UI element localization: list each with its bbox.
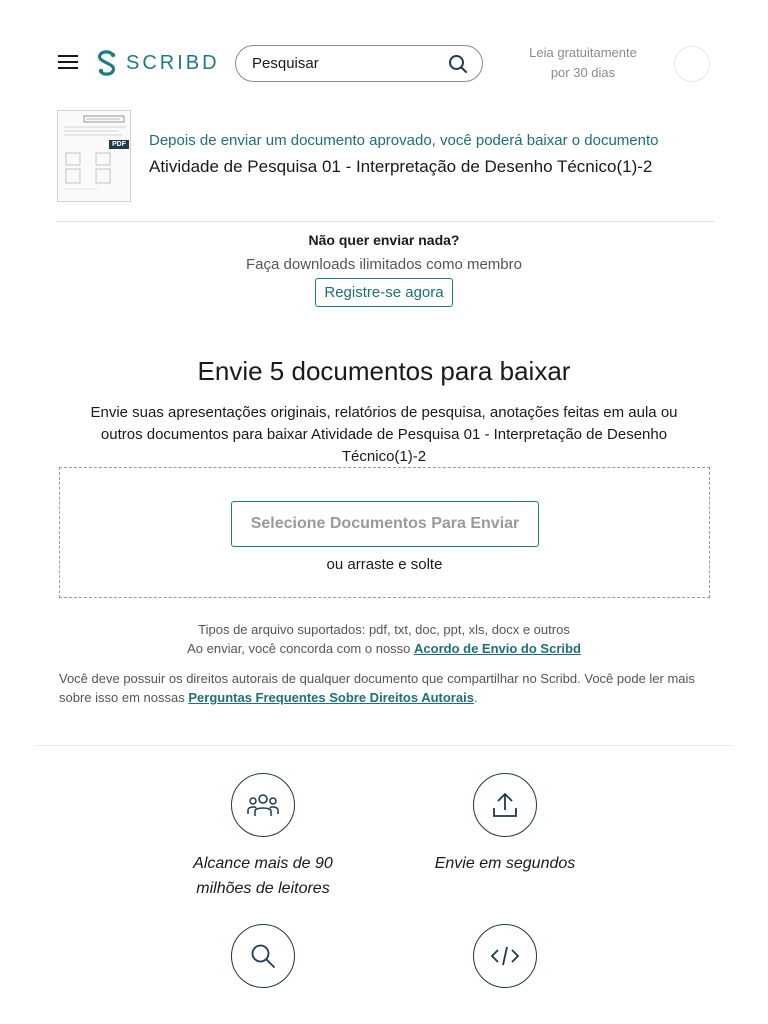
logo-text: SCRIBD	[126, 51, 220, 74]
menu-icon[interactable]	[58, 55, 80, 71]
membership-section	[0, 232, 768, 307]
register-button[interactable]: Registre-se agora	[315, 278, 452, 307]
pdf-badge: PDF	[109, 140, 129, 149]
feature-label-line-2: milhões de leitores	[196, 880, 330, 897]
feature-embed	[420, 924, 590, 988]
document-row	[57, 110, 714, 222]
select-documents-button[interactable]: Selecione Documentos Para Enviar	[231, 501, 539, 547]
feature-label-line-1: Alcance mais de 90	[193, 855, 333, 872]
upload-heading: Envie 5 documentos para baixar	[197, 356, 571, 386]
search-icon	[231, 924, 295, 988]
agreement-line	[0, 639, 768, 658]
section-divider	[36, 745, 732, 746]
free-trial-link[interactable]	[520, 43, 646, 83]
code-icon	[473, 924, 537, 988]
search-input[interactable]	[252, 55, 442, 72]
copyright-text: Você deve possuir os direitos autorais de qualquer documento que compartilhar no Scribd. Você pode ler mais sobre isso em nossas	[59, 671, 695, 705]
copyright-notice	[59, 669, 709, 707]
document-preview-image	[58, 111, 131, 202]
supported-file-types: Tipos de arquivo suportados: pdf, txt, doc, ppt, xls, docx e outros	[198, 622, 570, 637]
feature-label	[420, 851, 590, 876]
avatar[interactable]	[674, 46, 710, 82]
upload-description: Envie suas apresentações originais, relatórios de pesquisa, anotações feitas em aula ou outros documentos para baixar Atividade de Pesquisa 01 - Interpretação de Desenho Técnico(1)-2	[90, 404, 678, 465]
trial-line-1: Leia gratuitamente	[529, 45, 637, 60]
feature-readers	[178, 773, 348, 901]
header	[0, 0, 768, 110]
document-info	[149, 132, 658, 177]
document-thumbnail	[57, 110, 131, 202]
feature-search	[178, 924, 348, 988]
search-icon[interactable]	[448, 54, 468, 74]
upload-dropzone[interactable]	[59, 467, 710, 598]
document-title: Atividade de Pesquisa 01 - Interpretação de Desenho Técnico(1)-2	[149, 157, 653, 176]
download-hint: Depois de enviar um documento aprovado, você poderá baixar o documento	[149, 132, 659, 149]
readers-icon	[231, 773, 295, 837]
scribd-logo-icon	[96, 50, 118, 76]
drag-drop-text: ou arraste e solte	[326, 556, 443, 573]
trial-line-2: por 30 dias	[550, 65, 616, 80]
copyright-suffix: .	[473, 690, 478, 705]
agreement-prefix: Ao enviar, você concorda com o nosso	[187, 641, 411, 656]
upload-agreement-link[interactable]: Acordo de Envio do Scribd	[414, 641, 581, 656]
feature-label-line-1: Envie em segundos	[434, 855, 576, 872]
upload-terms	[0, 620, 768, 658]
scribd-logo[interactable]	[96, 50, 220, 76]
membership-question: Não quer enviar nada?	[308, 232, 460, 248]
copyright-faq-link[interactable]: Perguntas Frequentes Sobre Direitos Autorais	[188, 690, 474, 705]
feature-upload	[420, 773, 590, 876]
upload-icon	[473, 773, 537, 837]
search-bar[interactable]	[235, 45, 483, 82]
feature-label	[178, 851, 348, 901]
membership-subtitle: Faça downloads ilimitados como membro	[246, 256, 522, 273]
